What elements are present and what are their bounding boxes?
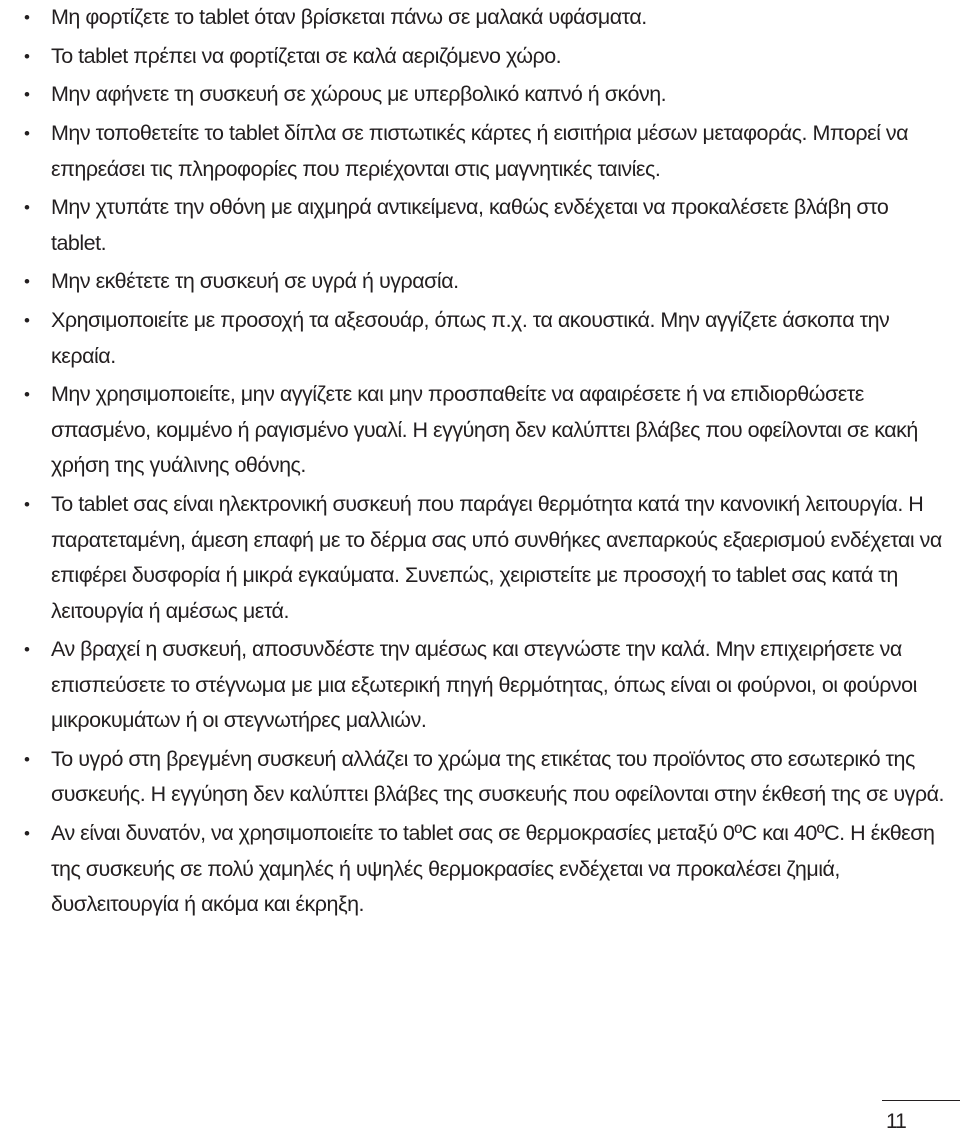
- bullet-icon: •: [24, 124, 30, 144]
- bullet-item: [24, 116, 944, 187]
- bullet-item: [24, 742, 944, 813]
- page-number-rule: [882, 1100, 960, 1101]
- bullet-text: Μην εκθέτετε τη συσκευή σε υγρά ή υγρασία.: [51, 269, 459, 294]
- bullet-icon: •: [24, 749, 30, 769]
- bullet-text: Αν βραχεί η συσκευή, αποσυνδέστε την αμέσως και στεγνώστε την καλά. Μην επιχειρήσετε να επισπεύσετε το στέγνωμα με μια εξωτερική πηγή θερμότητας, όπως είναι οι φούρνοι, οι φούρνοι μικροκυμάτων ή οι στεγνωτήρες μαλλιών.: [51, 637, 917, 733]
- bullet-item: [24, 487, 944, 629]
- bullet-text: Αν είναι δυνατόν, να χρησιμοποιείτε το tablet σας σε θερμοκρασίες μεταξύ 0ºC και 40ºC. Η έκθεση της συσκευής σε πολύ χαμηλές ή υψηλές θερμοκρασίες ενδέχεται να προκαλέσει ζημιά, δυσλειτουργία ή ακόμα και έκρηξη.: [51, 821, 935, 917]
- bullet-icon: •: [24, 311, 30, 331]
- bullet-icon: •: [24, 272, 30, 292]
- bullet-text: Μη φορτίζετε το tablet όταν βρίσκεται πάνω σε μαλακά υφάσματα.: [51, 5, 647, 29]
- safety-bullet-list: [24, 0, 944, 926]
- bullet-item: [24, 39, 944, 75]
- bullet-text: Χρησιμοποιείτε με προσοχή τα αξεσουάρ, όπως π.χ. τα ακουστικά. Μην αγγίζετε άσκοπα την κεραία.: [51, 308, 890, 368]
- bullet-icon: •: [24, 46, 30, 66]
- bullet-text: Μην αφήνετε τη συσκευή σε χώρους με υπερβολικό καπνό ή σκόνη.: [51, 82, 667, 107]
- bullet-text: Μην χρησιμοποιείτε, μην αγγίζετε και μην προσπαθείτε να αφαιρέσετε ή να επιδιορθώσετε σπασμένο, κομμένο ή ραγισμένο γυαλί. Η εγγύηση δεν καλύπτει βλάβες που οφείλονται σε κακή χρήση της γυάλινης οθόνης.: [51, 382, 918, 478]
- bullet-item: [24, 816, 944, 923]
- bullet-icon: •: [24, 824, 30, 844]
- bullet-item: [24, 0, 944, 36]
- bullet-item: [24, 264, 944, 300]
- bullet-text: Το υγρό στη βρεγμένη συσκευή αλλάζει το χρώμα της ετικέτας του προϊόντος στο εσωτερικό της συσκευής. Η εγγύηση δεν καλύπτει βλάβες της συσκευής που οφείλονται στην έκθεσή της σε υγρά.: [51, 746, 944, 807]
- bullet-item: [24, 377, 944, 484]
- bullet-icon: •: [24, 385, 30, 405]
- bullet-text: Το tablet σας είναι ηλεκτρονική συσκευή που παράγει θερμότητα κατά την κανονική λειτουργία. Η παρατεταμένη, άμεση επαφή με το δέρμα σας υπό συνθήκες ανεπαρκούς εξαερισμού ενδέχεται να επιφέρει δυσφορία ή μικρά εγκαύματα. Συνεπώς, χειριστείτε με προσοχή το tablet σας κατά τη λειτουργία ή αμέσως μετά.: [51, 492, 942, 623]
- bullet-icon: •: [24, 640, 30, 660]
- bullet-text: To tablet πρέπει να φορτίζεται σε καλά αεριζόμενο χώρο.: [51, 43, 562, 68]
- bullet-text: Μην τοποθετείτε το tablet δίπλα σε πιστωτικές κάρτες ή εισιτήρια μέσων μεταφοράς. Μπορεί να επηρεάσει τις πληροφορίες που περιέχονται στις μαγνητικές ταινίες.: [51, 121, 909, 181]
- bullet-icon: •: [24, 495, 30, 514]
- page-number: 11: [886, 1110, 906, 1133]
- bullet-icon: •: [24, 198, 30, 218]
- bullet-icon: •: [24, 85, 30, 105]
- bullet-item: [24, 190, 944, 261]
- bullet-item: [24, 303, 944, 374]
- bullet-item: [24, 632, 944, 739]
- bullet-item: [24, 77, 944, 113]
- bullet-text: Μην χτυπάτε την οθόνη με αιχμηρά αντικείμενα, καθώς ενδέχεται να προκαλέσετε βλάβη στο tablet.: [51, 195, 889, 255]
- bullet-icon: •: [24, 8, 30, 27]
